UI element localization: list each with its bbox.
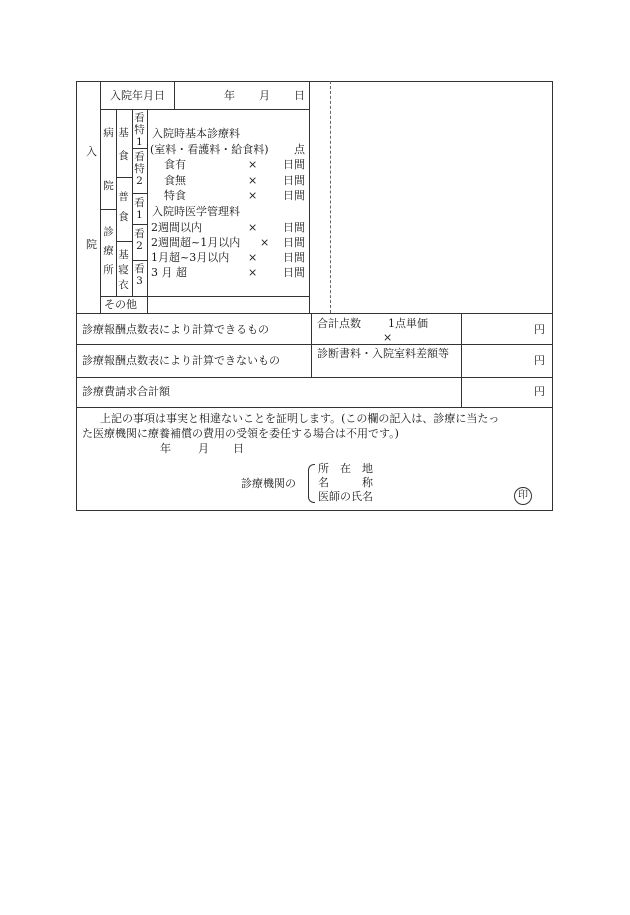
admission-label-nyu: 入 (86, 145, 97, 158)
admission-label-in: 院 (86, 238, 97, 251)
kango-div-2 (132, 193, 147, 194)
seal-mark: 印 (514, 487, 532, 505)
hospital-col-divider (116, 109, 117, 296)
fee-row-unit: 日間 (283, 189, 305, 202)
kango-kan1: 看1 (134, 197, 145, 221)
admission-date-year: 年 (224, 89, 235, 102)
calc-row1-total: 合計点数 (317, 317, 361, 330)
certification-date-day: 日 (233, 442, 244, 455)
kango-kan2: 看2 (134, 228, 145, 252)
basic-fee-subtitle: (室料・看護料・給食料) (150, 143, 269, 156)
other-row-top (100, 296, 309, 297)
futsu-shoku-char: 食 (118, 211, 129, 223)
kango-tokkan2: 看特2 (134, 151, 145, 187)
calc-row2-bottom (76, 377, 552, 378)
fee-row-unit: 日間 (283, 174, 305, 187)
hospital-clinic-divider (100, 209, 116, 210)
clinic-char-1: 診 (103, 226, 114, 238)
form-right-border (552, 81, 553, 510)
calc-row1-divider-1 (311, 313, 312, 377)
fee-row-label: 食無 (164, 174, 186, 187)
admission-date-label: 入院年月日 (110, 89, 165, 102)
dashed-divider (330, 81, 331, 313)
institution-label: 診療機関の (241, 477, 296, 490)
kihon-futsu-divider (116, 177, 132, 178)
kishin-char-1: 基 (118, 249, 129, 261)
fee-row-times: × (248, 158, 258, 171)
calc-row2-label: 診療報酬点数表により計算できないもの (82, 354, 280, 367)
institution-doctor: 医師の氏名 (318, 490, 373, 503)
calc-row1-divider-2 (461, 313, 462, 407)
hospital-char-1: 病 (103, 127, 114, 139)
admission-col-divider (100, 81, 101, 313)
medical-row-label: 2週間以内 (151, 221, 202, 234)
basic-fee-title: 入院時基本診療料 (152, 127, 240, 140)
fee-row-label: 食有 (164, 158, 186, 171)
certification-line-2: た医療機関に療養補償の費用の受領を委任する場合は不用です。) (82, 427, 399, 440)
medical-row-unit: 日間 (283, 236, 305, 249)
kihon-shoku-char: 食 (118, 150, 129, 162)
kihon-col-divider (132, 109, 133, 296)
kishin-char-3: 衣 (118, 279, 129, 291)
fee-right-border (309, 81, 310, 313)
medical-row-unit: 日間 (283, 251, 305, 264)
kango-div-1 (132, 148, 147, 149)
calc-row3-label: 診療費請求合計額 (82, 385, 170, 398)
hospital-char-2: 院 (103, 180, 114, 192)
institution-brace (308, 464, 315, 503)
medical-row-unit: 日間 (283, 221, 305, 234)
kango-kan3: 看3 (134, 263, 145, 287)
fee-row-unit: 日間 (283, 158, 305, 171)
admission-date-month: 月 (259, 89, 270, 102)
date-label-divider (174, 81, 175, 109)
calc-row3-bottom (76, 407, 552, 408)
calc-row3-yen: 円 (534, 385, 545, 398)
fee-row-times: × (248, 189, 258, 202)
kango-div-3 (132, 224, 147, 225)
fee-row-label: 特食 (164, 189, 186, 202)
certification-line-1: 上記の事項は事実と相違ないことを証明します。(この欄の記入は、診療に当たっ (100, 412, 500, 425)
medical-row-times: × (248, 266, 258, 279)
form-bottom-border (76, 510, 553, 511)
clinic-char-2: 療 (103, 245, 114, 257)
admission-date-day: 日 (294, 89, 305, 102)
medical-row-times: × (248, 221, 258, 234)
calc-row1-bottom (76, 344, 552, 345)
medical-row-label: 3 月 超 (151, 266, 187, 279)
medical-row-times: × (248, 251, 258, 264)
calc-row1-label: 診療報酬点数表により計算できるもの (82, 323, 269, 336)
clinic-char-3: 所 (103, 264, 114, 276)
medical-row-unit: 日間 (283, 266, 305, 279)
calc-row1-unit-price: 1点単価 (388, 317, 428, 330)
calc-row1-times: × (383, 331, 393, 344)
institution-name: 名 称 (318, 476, 373, 489)
futsu-char: 普 (118, 191, 129, 203)
fee-row-times: × (248, 174, 258, 187)
other-label: その他 (104, 298, 137, 311)
kango-col-divider (147, 109, 148, 296)
medical-row-label: 2週間超~1月以内 (151, 236, 241, 249)
medical-fee-title: 入院時医学管理料 (152, 205, 240, 218)
kango-div-4 (132, 260, 147, 261)
certification-date-month: 月 (198, 442, 209, 455)
kishin-char-2: 寝 (118, 264, 129, 276)
basic-fee-unit: 点 (294, 143, 305, 156)
calc-row2-yen: 円 (534, 354, 545, 367)
calc-section-top (76, 313, 552, 314)
calc-row1-yen: 円 (534, 323, 545, 336)
medical-row-times: × (260, 236, 270, 249)
certification-date-year: 年 (160, 442, 171, 455)
kihon-char: 基 (118, 127, 129, 139)
form-left-border (76, 81, 77, 510)
form-top-border (76, 81, 552, 82)
other-divider (147, 296, 148, 313)
futsu-kishin-divider (116, 241, 132, 242)
medical-row-label: 1月超~3月以内 (151, 251, 230, 264)
calc-row2-mid: 診断書料・入院室料差額等 (317, 347, 449, 360)
institution-address: 所 在 地 (318, 462, 373, 475)
kango-tokkan1: 看特1 (134, 112, 145, 148)
